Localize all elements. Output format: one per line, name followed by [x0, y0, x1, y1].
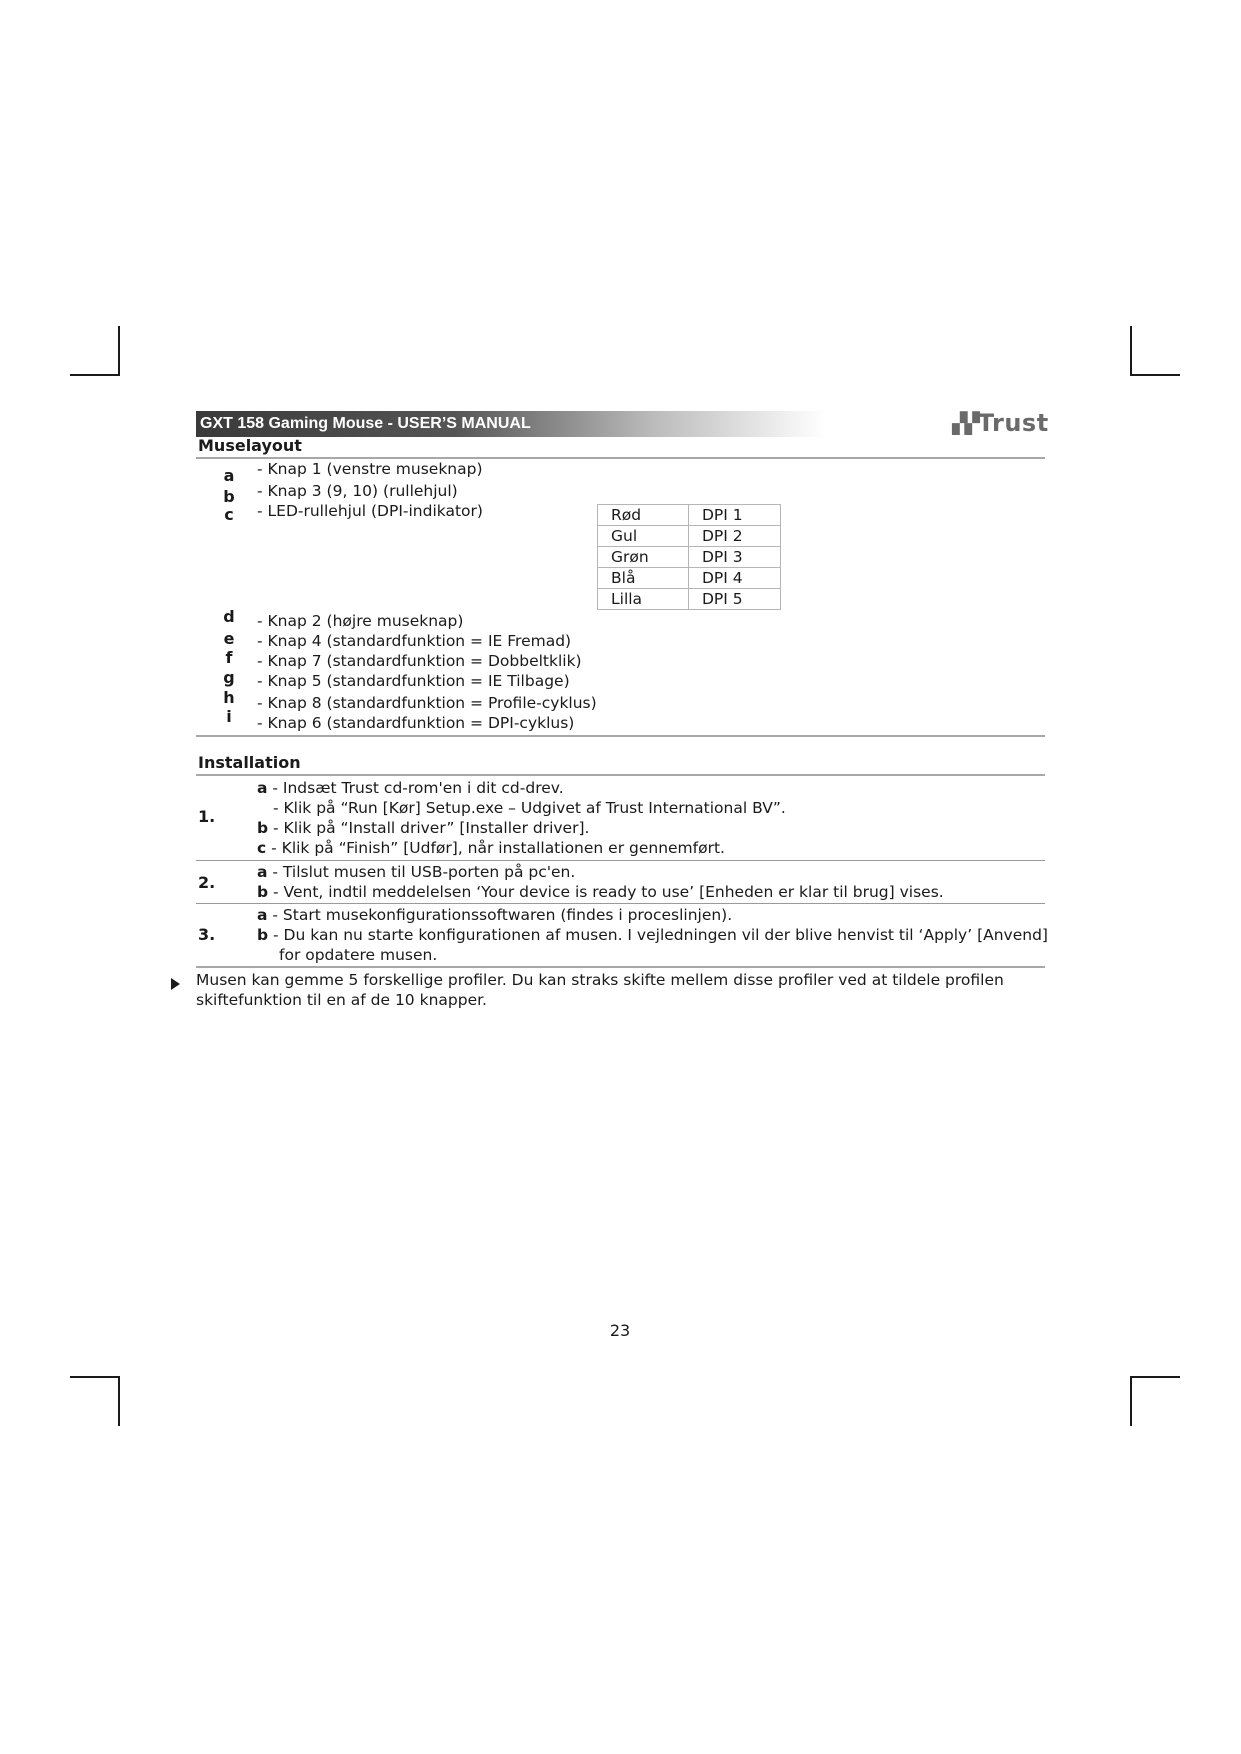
section-divider [196, 966, 1045, 968]
item-text-b: - Knap 3 (9, 10) (rullehjul) [257, 482, 458, 500]
trust-logo [952, 408, 1049, 438]
table-row [598, 547, 781, 568]
note-line-1: Musen kan gemme 5 forskellige profiler. Du kan straks skifte mellem disse profiler ved at tildele profilen [196, 971, 1004, 989]
item-letter-f: f [225, 648, 233, 667]
dpi-color-cell: Gul [598, 526, 689, 547]
item-letter-c: c [224, 505, 234, 524]
bullet-arrow-icon [171, 978, 180, 990]
table-row [598, 568, 781, 589]
dpi-value-cell: DPI 4 [689, 568, 781, 589]
step-text: for opdatere musen. [279, 946, 438, 964]
dpi-color-cell: Lilla [598, 589, 689, 610]
crop-mark-top-right [1130, 326, 1180, 376]
dpi-value-cell: DPI 2 [689, 526, 781, 547]
step-text: - Start musekonfigurationssoftwaren (findes i proceslinjen). [267, 906, 733, 924]
dpi-value-cell: DPI 5 [689, 589, 781, 610]
dpi-color-cell: Grøn [598, 547, 689, 568]
dpi-value-cell: DPI 1 [689, 505, 781, 526]
step-text: - Tilslut musen til USB-porten på pc'en. [267, 863, 576, 881]
step-3-line-cont [279, 946, 437, 964]
step-divider [196, 860, 1045, 861]
note-line-2: skiftefunktion til en af de 10 knapper. [196, 991, 487, 1009]
step-label: b [257, 883, 269, 901]
step-1-line-b [257, 819, 589, 837]
item-letter-e: e [223, 629, 235, 648]
step-1-line-run [273, 799, 786, 817]
step-text: - Du kan nu starte konfigurationen af musen. I vejledningen vil der blive henvist til ‘Apply’ [Anvend] [268, 926, 1048, 944]
section-title-installation: Installation [198, 753, 301, 772]
manual-header-bar: GXT 158 Gaming Mouse - USER’S MANUAL [196, 411, 936, 437]
trust-logo-text: Trust [977, 409, 1049, 437]
item-letter-b: b [223, 487, 235, 506]
crop-mark-bottom-right [1130, 1376, 1180, 1426]
step-label: a [257, 779, 268, 797]
section-divider [196, 457, 1045, 459]
step-text: - Vent, indtil meddelelsen ‘Your device is ready to use’ [Enheden er klar til brug] vises. [268, 883, 944, 901]
step-text: - Klik på “Finish” [Udfør], når installationen er gennemført. [266, 839, 725, 857]
table-row [598, 589, 781, 610]
item-text-a: - Knap 1 (venstre museknap) [257, 460, 483, 478]
step-label: a [257, 906, 268, 924]
item-text-f: - Knap 7 (standardfunktion = Dobbeltklik) [257, 652, 582, 670]
step-1-line-a [257, 779, 564, 797]
step-3-line-a [257, 906, 732, 924]
item-text-d: - Knap 2 (højre museknap) [257, 612, 464, 630]
item-letter-i: i [226, 707, 232, 726]
section-divider [196, 774, 1045, 776]
step-text: - Klik på “Install driver” [Installer driver]. [268, 819, 590, 837]
item-text-e: - Knap 4 (standardfunktion = IE Fremad) [257, 632, 572, 650]
section-title-muselayout: Muselayout [198, 436, 302, 455]
item-letter-d: d [223, 607, 235, 626]
step-text: - Klik på “Run [Kør] Setup.exe – Udgivet af Trust International BV”. [273, 799, 786, 817]
dpi-color-table [597, 504, 781, 610]
section-divider [196, 735, 1045, 737]
step-label: c [257, 839, 267, 857]
step-2-line-b [257, 883, 944, 901]
item-letter-h: h [223, 688, 235, 707]
crop-mark-bottom-left [70, 1376, 120, 1426]
table-row [598, 505, 781, 526]
item-text-g: - Knap 5 (standardfunktion = IE Tilbage) [257, 672, 570, 690]
step-number-2: 2. [198, 873, 216, 892]
table-row [598, 526, 781, 547]
step-2-line-a [257, 863, 575, 881]
trust-logo-mark: ▞▞ [952, 411, 977, 435]
dpi-value-cell: DPI 3 [689, 547, 781, 568]
step-3-line-b [257, 926, 1048, 944]
step-label: b [257, 926, 269, 944]
step-label: b [257, 819, 269, 837]
step-text: - Indsæt Trust cd-rom'en i dit cd-drev. [267, 779, 564, 797]
item-text-c: - LED-rullehjul (DPI-indikator) [257, 502, 483, 520]
step-label: a [257, 863, 268, 881]
crop-mark-top-left [70, 326, 120, 376]
item-text-i: - Knap 6 (standardfunktion = DPI-cyklus) [257, 714, 575, 732]
step-1-line-c [257, 839, 725, 857]
page-number: 23 [609, 1321, 631, 1340]
dpi-color-cell: Rød [598, 505, 689, 526]
item-letter-g: g [223, 668, 235, 687]
step-number-3: 3. [198, 925, 216, 944]
step-number-1: 1. [198, 807, 216, 826]
step-divider [196, 903, 1045, 904]
dpi-color-cell: Blå [598, 568, 689, 589]
item-letter-a: a [223, 466, 235, 485]
item-text-h: - Knap 8 (standardfunktion = Profile-cyklus) [257, 694, 597, 712]
